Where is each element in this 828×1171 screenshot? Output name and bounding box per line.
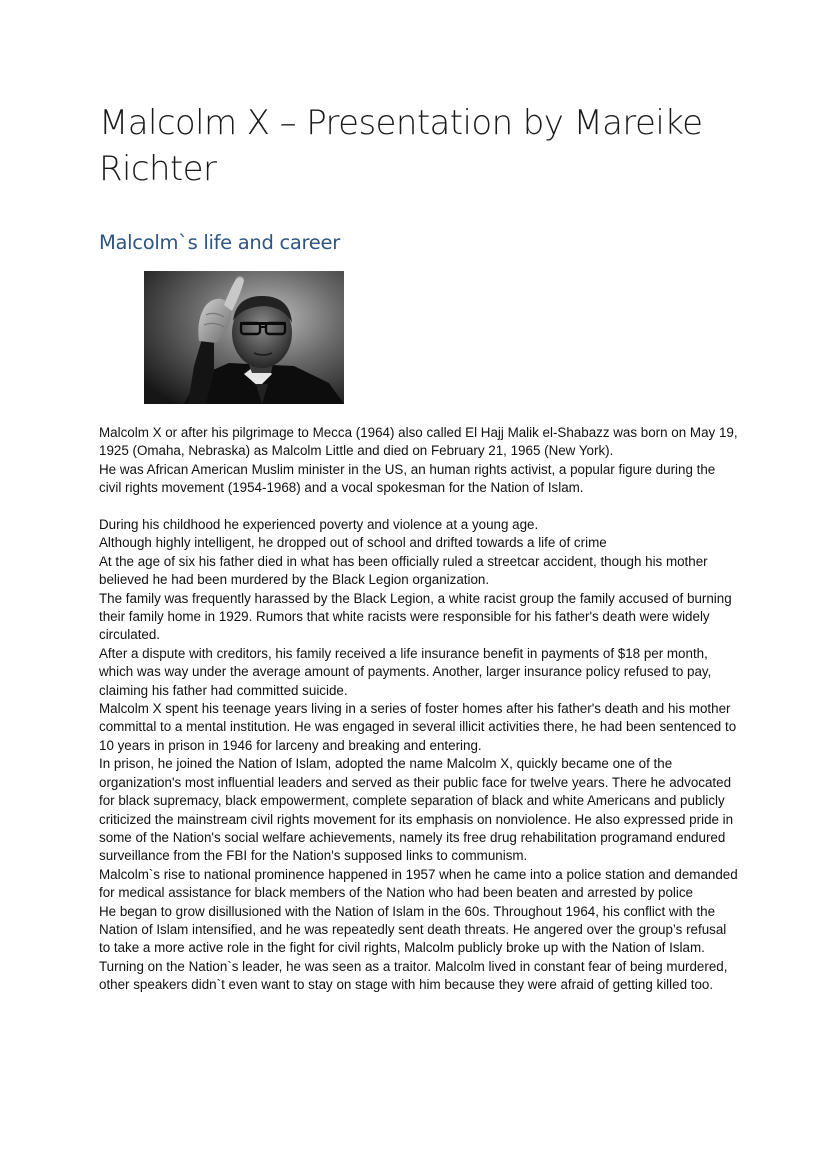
paragraph: During his childhood he experienced poverty and violence at a young age. — [99, 517, 539, 533]
portrait-photo — [144, 271, 344, 404]
document-title: Malcolm X – Presentation by Mareike Richter — [99, 103, 703, 189]
paragraph: At the age of six his father died in what has been officially ruled a streetcar accident, though his mother believed he had been murdered by the Black Legion organization. — [99, 553, 708, 588]
paragraph: Although highly intelligent, he dropped out of school and drifted towards a life of crime — [99, 535, 607, 551]
paragraph-spacer — [99, 498, 739, 516]
paragraph: In prison, he joined the Nation of Islam, adopted the name Malcolm X, quickly became one of the organization's most influential leaders and served as their public face for twelve years. There he advocated for black supremacy, black empowerment, complete separation of black and white Americans and publicly criticized the mainstream civil rights movement for its emphasis on nonviolence. He also expressed pride in some of the Nation's social welfare achievements, namely its free drug rehabilitation programand endured surveillance from the FBI for the Nation's supposed links to communism. — [99, 756, 734, 864]
paragraph: Malcolm`s rise to national prominence happened in 1957 when he came into a police station and demanded for medical assistance for black members of the Nation who had been beaten and arrested by police — [99, 866, 738, 901]
body-text — [99, 424, 739, 995]
intro-paragraph: Malcolm X or after his pilgrimage to Mecca (1964) also called El Hajj Malik el-Shabazz was born on May 19, 1925 (Omaha, Nebraska) as Malcolm Little and died on February 21, 1965 (New York). — [99, 425, 738, 459]
section-heading: Malcolm`s life and career — [99, 231, 340, 254]
paragraph: Malcolm X spent his teenage years living in a series of foster homes after his father's death and his mother committal to a mental institution. He was engaged in several illicit activities there, he had been sentenced to 10 years in prison in 1946 for larceny and breaking and entering. — [99, 701, 737, 753]
paragraph: The family was frequently harassed by the Black Legion, a white racist group the family accused of burning their family home in 1929. Rumors that white racists were responsible for his father's death were widely circulated. — [99, 590, 732, 643]
paragraph: After a dispute with creditors, his family received a life insurance benefit in payments of $18 per month, which was way under the average amount of payments. Another, larger insurance policy refused to pay, claiming his father had committed suicide. — [99, 645, 712, 698]
intro-paragraph-2: He was African American Muslim minister in the US, an human rights activist, a popular figure during the civil rights movement (1954-1968) and a vocal spokesman for the Nation of Islam. — [99, 461, 716, 496]
paragraph: He began to grow disillusioned with the Nation of Islam in the 60s. Throughout 1964, his conflict with the Nation of Islam intensified, and he was repeatedly sent death threats. He angered over the group’s refusal to take a more active role in the fight for civil rights, Malcolm publicly broke up with the Nation of Islam. Turning on the Nation`s leader, he was seen as a traitor. Malcolm lived in constant fear of being murdered, other speakers didn`t even want to stay on stage with him because they were afraid of getting killed too. — [99, 903, 728, 993]
